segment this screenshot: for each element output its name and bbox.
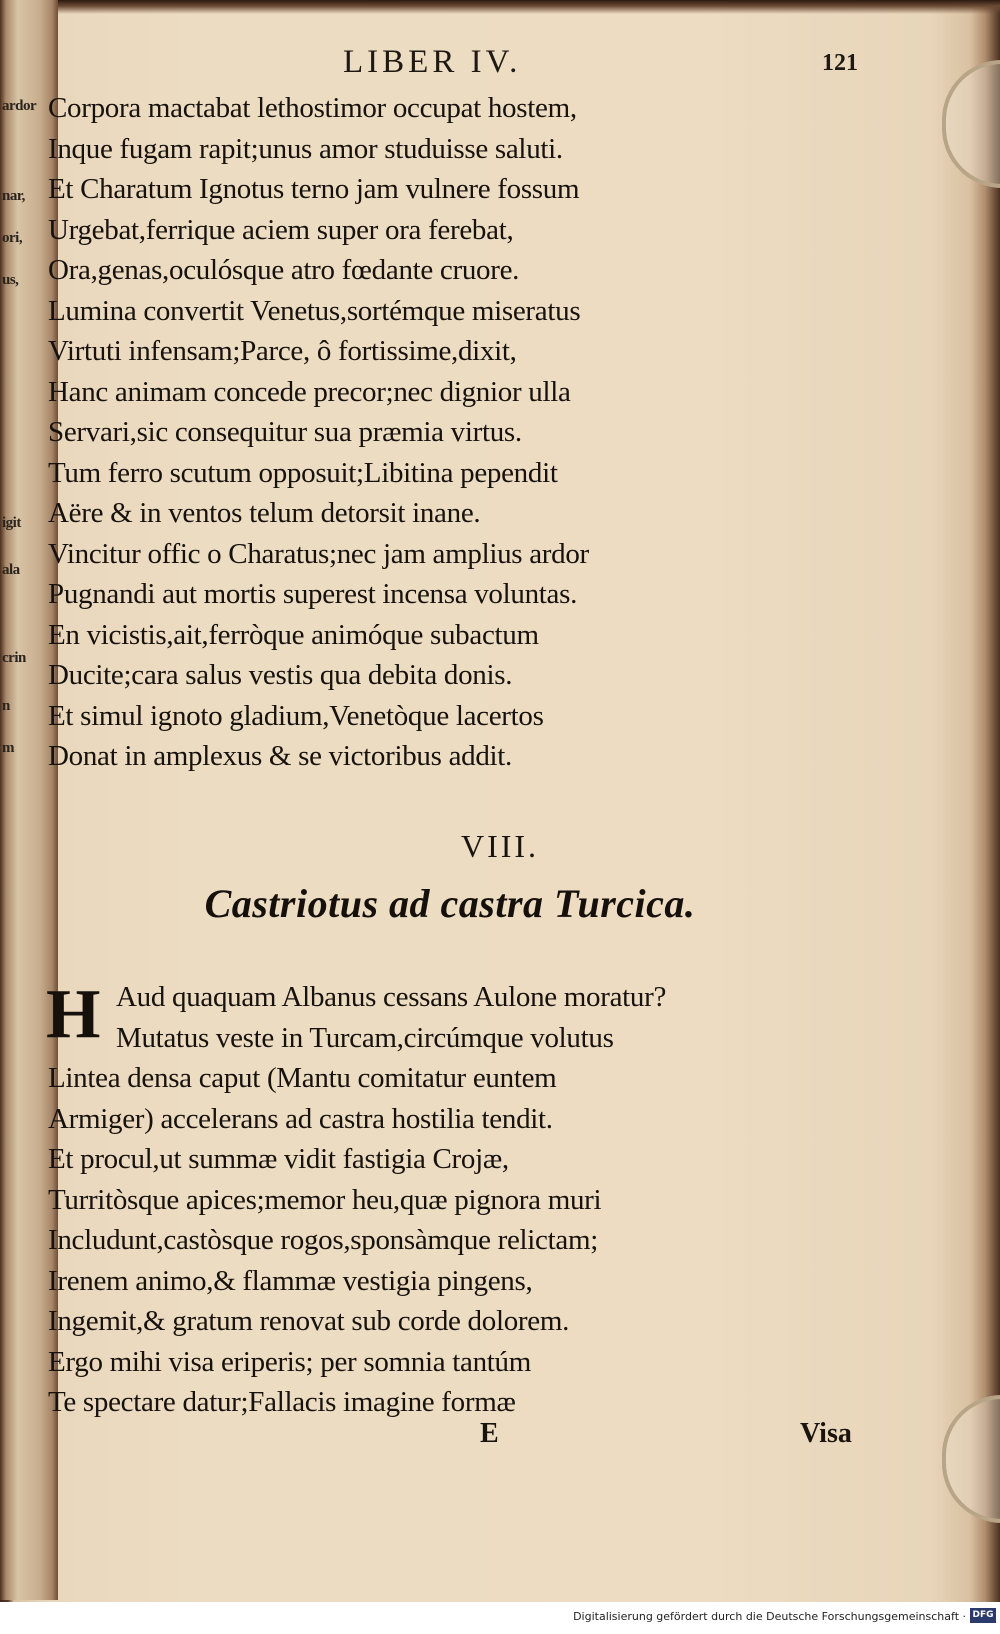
verse-line: Inque fugam rapit;unus amor studuisse saluti. bbox=[48, 132, 563, 165]
verse-line: Ora,genas,oculósque atro fœdante cruore. bbox=[48, 254, 520, 286]
verse-line: Armiger) accelerans ad castra hostilia tendit. bbox=[48, 1102, 553, 1135]
page-number: 121 bbox=[822, 50, 858, 76]
marginal-fragment: nar, bbox=[2, 188, 25, 204]
marginal-fragment: ardor bbox=[2, 98, 37, 114]
verse-line: Includunt,castòsque rogos,sponsàmque relictam; bbox=[48, 1224, 598, 1256]
verse-line: Virtuti infensam;Parce, ô fortissime,dixit, bbox=[48, 335, 517, 367]
catchword: Visa bbox=[800, 1418, 852, 1449]
dfg-logo-icon: DFG bbox=[970, 1608, 996, 1623]
marginal-fragment: igit bbox=[2, 515, 21, 531]
verse-line: Ingemit,& gratum renovat sub corde dolorem. bbox=[48, 1305, 570, 1337]
marginal-fragment: m bbox=[2, 740, 14, 756]
funding-credit: Digitalisierung gefördert durch die Deutsche Forschungsgemeinschaft · bbox=[573, 1610, 966, 1623]
verse-line: Urgebat,ferrique aciem super ora ferebat, bbox=[48, 213, 514, 246]
digitization-footer bbox=[0, 1602, 1000, 1634]
verse-line: Pugnandi aut mortis superest incensa voluntas. bbox=[48, 578, 578, 610]
verse-line: Turritòsque apices;memor heu,quæ pignora muri bbox=[48, 1183, 602, 1216]
signature-mark: E bbox=[480, 1418, 499, 1449]
verse-line: Et Charatum Ignotus terno jam vulnere fossum bbox=[48, 173, 580, 205]
verse-line: Lumina convertit Venetus,sortémque miseratus bbox=[48, 294, 581, 327]
verse-line: Vincitur offic o Charatus;nec jam amplius ardor bbox=[48, 537, 589, 570]
drop-cap: H bbox=[46, 976, 101, 1053]
marginal-fragment: ala bbox=[2, 562, 20, 578]
marginal-fragment: ori, bbox=[2, 230, 23, 246]
verse-line: Mutatus veste in Turcam,circúmque volutus bbox=[116, 1021, 614, 1054]
page-top-edge bbox=[0, 0, 1000, 14]
section-number: VIII. bbox=[460, 828, 540, 864]
marginal-fragment: crin bbox=[2, 650, 26, 666]
running-title: LIBER IV. bbox=[343, 44, 522, 80]
verse-line: Irenem animo,& flammæ vestigia pingens, bbox=[48, 1264, 533, 1297]
verse-line: Corpora mactabat lethostimor occupat hostem, bbox=[48, 92, 577, 124]
verse-line: Tum ferro scutum opposuit;Libitina pependit bbox=[48, 456, 558, 489]
verse-line: Aud quaquam Albanus cessans Aulone moratur? bbox=[116, 981, 667, 1013]
verse-line: Ergo mihi visa eriperis; per somnia tantúm bbox=[48, 1345, 531, 1378]
verse-line: Ducite;cara salus vestis qua debita donis. bbox=[48, 659, 513, 691]
verse-line: Et procul,ut summæ vidit fastigia Crojæ, bbox=[48, 1143, 509, 1175]
verse-line: Servari,sic consequitur sua præmia virtus. bbox=[48, 416, 522, 448]
marginal-fragment: n bbox=[2, 698, 10, 714]
verse-line: Aëre & in ventos telum detorsit inane. bbox=[48, 497, 481, 529]
verse-line: Et simul ignoto gladium,Venetòque lacertos bbox=[48, 699, 544, 732]
marginal-fragment: us, bbox=[2, 272, 19, 288]
page-header bbox=[0, 44, 1000, 94]
verse-line: Te spectare datur;Fallacis imagine formæ bbox=[48, 1386, 516, 1418]
verse-line: Hanc animam concede precor;nec dignior ulla bbox=[48, 375, 571, 408]
verse-line: Donat in amplexus & se victoribus addit. bbox=[48, 740, 513, 772]
section-title: Castriotus ad castra Turcica. bbox=[204, 881, 696, 926]
verse-block-2 bbox=[48, 977, 868, 1423]
verse-line: Lintea densa caput (Mantu comitatur euntem bbox=[48, 1062, 557, 1094]
verse-line: En vicistis,ait,ferròque animóque subactum bbox=[48, 618, 539, 651]
verse-block-1 bbox=[48, 88, 808, 777]
page-foot bbox=[0, 1418, 1000, 1458]
